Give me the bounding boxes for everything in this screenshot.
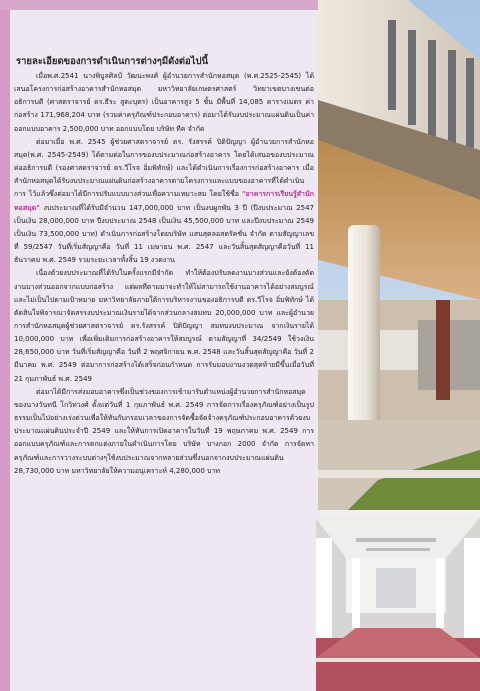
top-accent-bar — [0, 0, 330, 10]
article-body — [14, 70, 314, 478]
paragraph-4: ต่อมาได้มีการส่งมอบอาคารซึ่งเป็นช่วงของการเข้ามารับตำแหน่งผู้อำนวยการสำนักหอสมุดของนางวันทนี โกวิทวงศ์ ตั้งแต่วันที่ 1 กุมภาพันธ์ พ.ศ. 2549 การจัดการเรื่องครุภัณฑ์อย่างเป็นรูปธรรมเป็นไปอย่างเร่งด่วนเพื่อให้ทันกับกรอบเวลาของการจัดซื้อจัดจ้างครุภัณฑ์ประกอบอาคารด้วยงบประมาณแผ่นดินประจำปี 2549 และให้ทันการเปิดอาคารในวันที่ 19 พฤษภาคม พ.ศ. 2549 การออกแบบครุภัณฑ์และการตกแต่งภายในดำเนินการโดย บริษัท บางกอก 2000 จำกัด การจัดหาครุภัณฑ์และการวางระบบต่างๆใช้งบประมาณจากหลายส่วนซึ่งนอกจากงบประมาณแผ่นดิน 28,730,000 บาท มหาวิทยาลัยให้ความอนุเคราะห์ 4,280,000 บาท — [14, 387, 314, 475]
paragraph-3: เนื่องด้วยงบประมาณที่ได้รับในครั้งแรกมีจำกัด ทำให้ต้องปรับลดงานบางส่วนและยังต้องตัดงานบางส่วนออกจากแบบก่อสร้าง แต่ผลที่ตามมาจะทำให้ไม่สามารถใช้งานอาคารได้อย่างสมบูรณ์และไม่เป็นไปตามเป้าหมาย มหาวิทยาลัยภายใต้การบริหารงานของอธิการบดี ดร.วีโรจ อิ่มพิทักษ์ ได้ตัดสินใจพิจารณาจัดสรรงบประมาณเงินรายได้จากส่วนกลางสมทบ 20,000,000 บาท และผู้อำนวยการสำนักหอสมุดผู้ช่วยศาสตราจารย์ ดร.รังสรรค์ ปิติปัญญา สมทบงบประมาณ จากเงินรายได้ 10,000,000 บาท เพื่อเพิ่มเติมการก่อสร้างอาคารให้สมบูรณ์ ตามสัญญาที่ 34/2549 ใช้วงเงิน 28,650,000 บาท วันที่เริ่มสัญญาคือ วันที่ 2 พฤศจิกายน พ.ศ. 2548 และวันสิ้นสุดสัญญาคือ วันที่ 2 มีนาคม พ.ศ. 2549 ต่อมาการก่อสร้างได้เสร็จก่อนกำหนด การรับมอบงานงวดสุดท้ายมีขึ้นเมื่อวันที่ 21 กุมภาพันธ์ พ.ศ. 2549 — [14, 269, 314, 383]
paragraph-2-text-before: ต่อมาเมื่อ พ.ศ. 2545 ผู้ช่วยศาสตราจารย์ ดร. รังสรรค์ ปิติปัญญา ผู้อำนวยการสำนักหอสมุด(พ.ศ. 2545-2549) ได้ตามต่อในการของบประมาณก่อสร้างอาคาร โดยได้เสนอของบประมาณต่ออธิการบดี (รองศาสตราจารย์ ดร.วีโรจ อิ่มพิทักษ์) และได้ดำเนินการเรื่องการก่อสร้างอาคาร เมื่อสำนักหอสมุดได้รับงบประมาณแผ่นดินก่อสร้างอาคารตามโครงการและแบบของอาคารที่ได้ดำเนินการ ไว้แล้วซึ่งต่อมาได้มีการปรับแบบบางส่วนเพื่อความเหมาะสม โดยใช้ชื่อ — [14, 137, 314, 199]
section-heading: รายละเอียดของการดำเนินการต่างๆมีดังต่อไปนี้ — [16, 56, 209, 67]
paragraph-2 — [14, 136, 314, 268]
building-exterior-photo — [318, 0, 480, 510]
building-interior-photo — [316, 518, 480, 691]
building-name-highlight: "อาคารการเรียนรู้สำนักหอสมุด" — [14, 190, 314, 212]
left-accent-bar — [0, 0, 10, 691]
paragraph-1: เมื่อพ.ศ.2541 นางพิบูลศิลป์ วัฒนะพงศ์ ผู้อำนวยการสำนักหอสมุด (พ.ศ.2525-2545) ได้เสนอโครงการก่อสร้างอาคารสำนักหอสมุด มหาวิทยาลัยเกษตรศาสตร์ วิทยาเขตบางเขนต่ออธิการบดี (ศาสตราจารย์ ดร.ธีระ สูตะบุตร) เป็นอาคารสูง 5 ชั้น มีพื้นที่ 14,085 ตารางเมตร ค่าก่อสร้าง 171,968,204 บาท (รวมค่าครุภัณฑ์ประกอบอาคาร) ต่อมาได้รับงบประมาณแผ่นดินเป็นค่าออกแบบอาคาร 2,500,000 บาท ออกแบบโดย บริษัท ทีค จำกัด — [14, 72, 314, 133]
paragraph-2-text-after: งบประมาณที่ได้รับมีจำนวน 147,000,000 บาท เป็นงบผูกพัน 3 ปี (ปีงบประมาณ 2547 เป็นเงิน 28,000,000 บาท ปีงบประมาณ 2548 เป็นเงิน 45,500,000 บาท และปีงบประมาณ 2549 เป็นเงิน 73,500,000 บาท) ดำเนินการก่อสร้างโดยบริษัท แสนสุดลอสตรัคชั่น จำกัด ตามสัญญาเลขที่ 59/2547 วันที่เริ่มสัญญาคือ วันที่ 11 เมษายน พ.ศ. 2547 และวันสิ้นสุดสัญญาคือวันที่ 11 ธันวาคม พ.ศ. 2549 รวมระยะเวลาทั้งสิ้น 19 งวดงาน — [14, 203, 314, 265]
